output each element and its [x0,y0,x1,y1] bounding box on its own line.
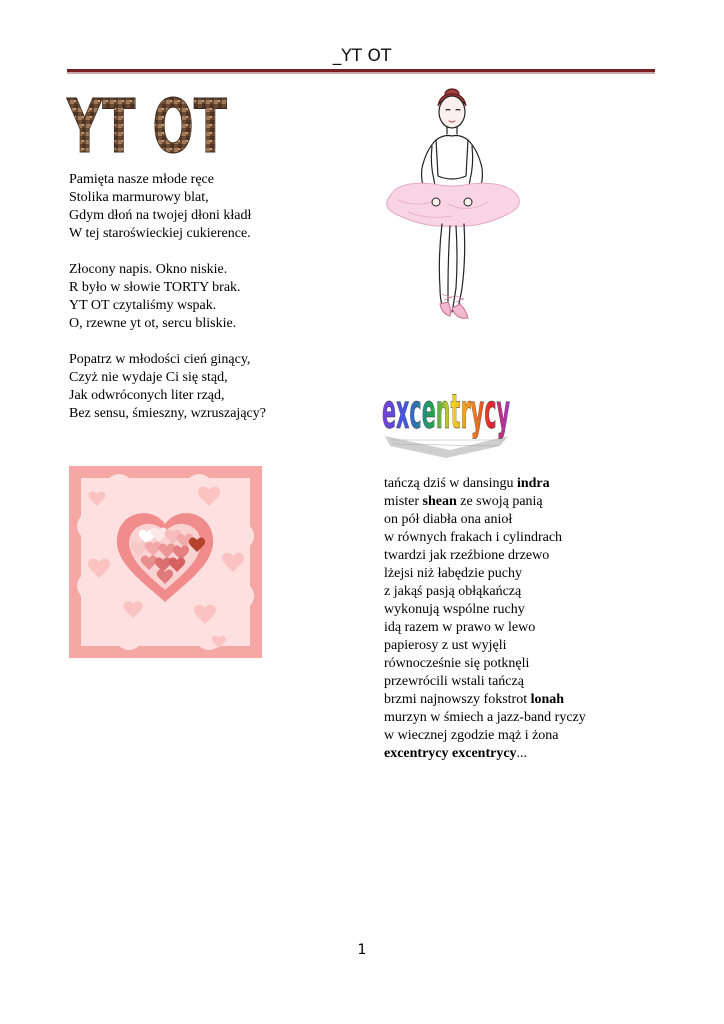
text-span: brzmi najnowszy fokstrot [384,692,531,707]
heart-card-illustration [69,466,262,658]
dance-line: w równych frakach i cylindrach [384,530,563,545]
dance-line: w wiecznej zgodzie mąż i żona [384,728,559,743]
bold-word: shean [422,494,457,509]
poem-stanza [69,171,266,243]
dance-line: papierosy z ust wyjęli [384,638,507,653]
text-span: tańczą dziś w dansingu [384,476,517,491]
poem-stanza [69,261,266,333]
dance-line: twardzi jak rzeźbione drzewo [384,548,550,563]
poem-line: Czyż nie wydaje Ci się stąd, [69,370,228,385]
excentrycy-wordart [380,362,515,460]
poem-line: O, rzewne yt ot, sercu bliskie. [69,316,237,331]
dance-line [384,493,586,511]
dance-line: lżejsi niż łabędzie puchy [384,566,522,581]
poem-line: Popatrz w młodości cień ginący, [69,352,251,367]
poem-line: Złocony napis. Okno niskie. [69,262,228,277]
page-header-title: _YT OT [332,46,392,66]
excentrycy-text: excentrycy [382,384,510,440]
poem-line: W tej staroświeckiej cukierence. [69,226,251,241]
dance-line [384,745,586,763]
poem-line: Gdym dłoń na twojej dłoni kładł [69,208,252,223]
wordart-text: YT OT [66,84,228,170]
dance-line: przewrócili wstali tańczą [384,674,524,689]
dance-poem [384,475,586,763]
dance-line: równocześnie się potknęli [384,656,530,671]
dance-line: wykonują wspólne ruchy [384,602,525,617]
ballerina-illustration [378,88,526,324]
poem-line: Bez sensu, śmieszny, wzruszający? [69,406,266,421]
poem-stanza [69,351,266,423]
dance-line [384,691,586,709]
text-span: mister [384,494,423,509]
dance-line: on pół diabła ona anioł [384,512,513,527]
poem [69,171,266,441]
page-number: 1 [357,942,367,958]
bold-word: lonah [530,692,565,707]
bold-word: excentrycy excentrycy [384,746,517,761]
dance-line: idą razem w prawo w lewo [384,620,536,635]
poem-line: Pamięta nasze młode ręce [69,172,214,187]
dance-line [384,475,586,493]
poem-line: Jak odwróconych liter rząd, [69,388,225,403]
dance-line: murzyn w śmiech a jazz-band ryczy [384,710,586,725]
poem-line: YT OT czytaliśmy wspak. [69,298,217,313]
yt-ot-wordart [62,84,232,170]
poem-line: Stolika marmurowy blat, [69,190,209,205]
bold-word: indra [516,476,550,491]
poem-line: R było w słowie TORTY brak. [69,280,241,295]
header-rule-shadow [67,72,655,74]
text-span: ze swoją panią [456,494,543,509]
dance-line: z jakąś pasją obłąkańczą [384,584,522,599]
text-span: ... [516,746,528,761]
